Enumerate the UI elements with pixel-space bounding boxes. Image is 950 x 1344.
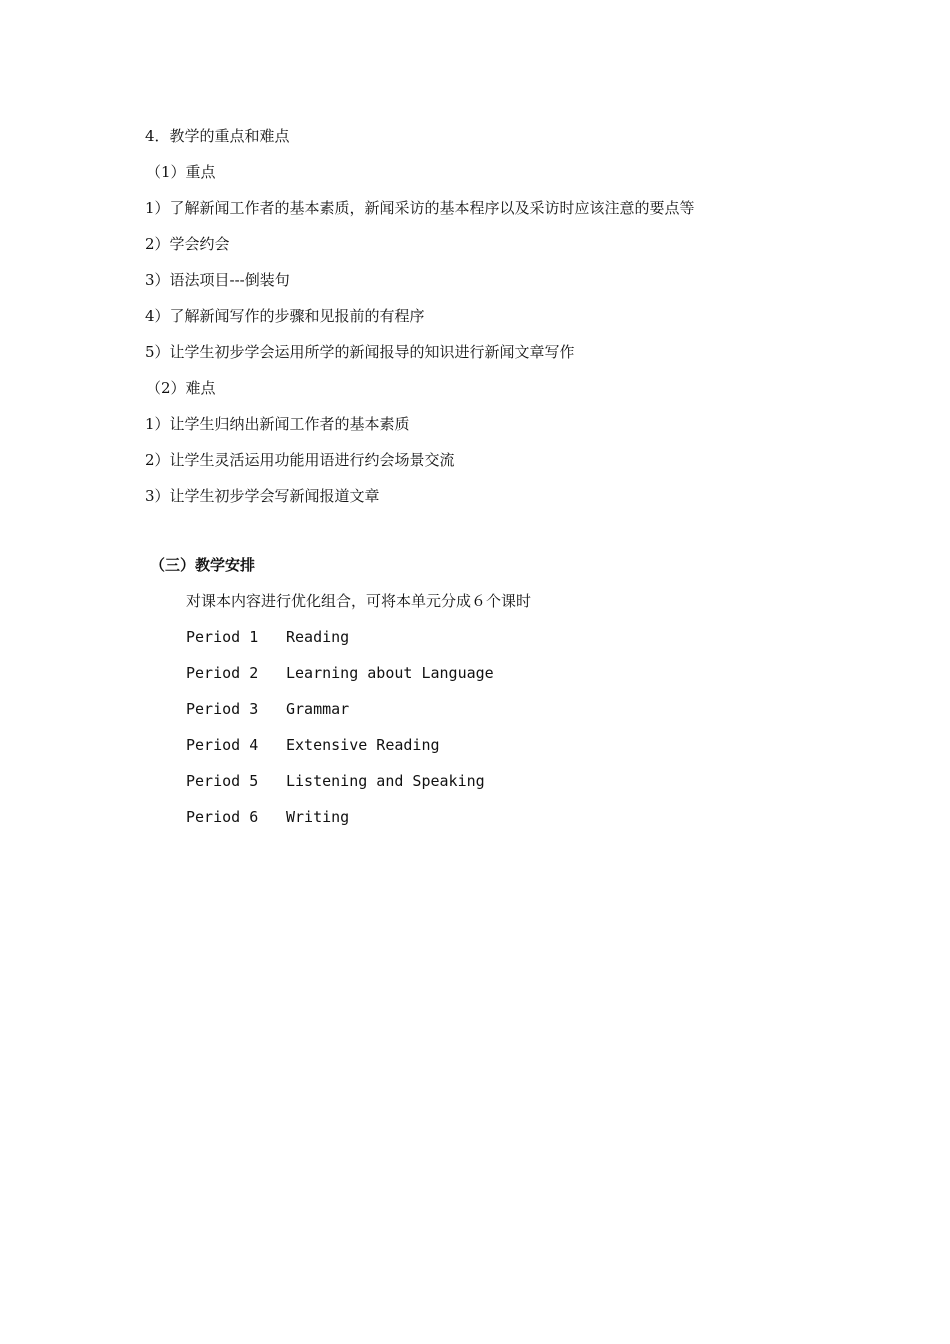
period-label: Period 3 xyxy=(186,700,259,718)
period-title: Writing xyxy=(286,808,350,826)
difficulty-item: 1）让学生归纳出新闻工作者的基本素质 xyxy=(145,415,410,433)
section-title-key-points-difficulties: 4．教学的重点和难点 xyxy=(145,127,290,145)
period-title: Learning about Language xyxy=(286,664,494,682)
key-point-item: 4）了解新闻写作的步骤和见报前的有程序 xyxy=(145,307,425,325)
period-label: Period 4 xyxy=(186,736,259,754)
period-title: Grammar xyxy=(286,700,350,718)
period-title: Extensive Reading xyxy=(286,736,440,754)
period-label: Period 5 xyxy=(186,772,259,790)
period-label: Period 6 xyxy=(186,808,259,826)
period-title: Listening and Speaking xyxy=(286,772,485,790)
period-label: Period 2 xyxy=(186,664,259,682)
key-point-item: 3）语法项目---倒装句 xyxy=(145,271,290,289)
difficulty-item: 3）让学生初步学会写新闻报道文章 xyxy=(145,487,380,505)
section-heading-teaching-arrangement: （三）教学安排 xyxy=(150,556,256,574)
subsection-label-key-points: （1）重点 xyxy=(146,163,216,181)
key-point-item: 1）了解新闻工作者的基本素质，新闻采访的基本程序以及采访时应该注意的要点等 xyxy=(145,199,695,217)
arrangement-intro: 对课本内容进行优化组合，可将本单元分成６个课时 xyxy=(186,592,532,610)
key-point-item: 2）学会约会 xyxy=(145,235,230,253)
difficulty-item: 2）让学生灵活运用功能用语进行约会场景交流 xyxy=(145,451,455,469)
period-title: Reading xyxy=(286,628,350,646)
period-label: Period 1 xyxy=(186,628,259,646)
key-point-item: 5）让学生初步学会运用所学的新闻报导的知识进行新闻文章写作 xyxy=(145,343,575,361)
subsection-label-difficulties: （2）难点 xyxy=(146,379,216,397)
